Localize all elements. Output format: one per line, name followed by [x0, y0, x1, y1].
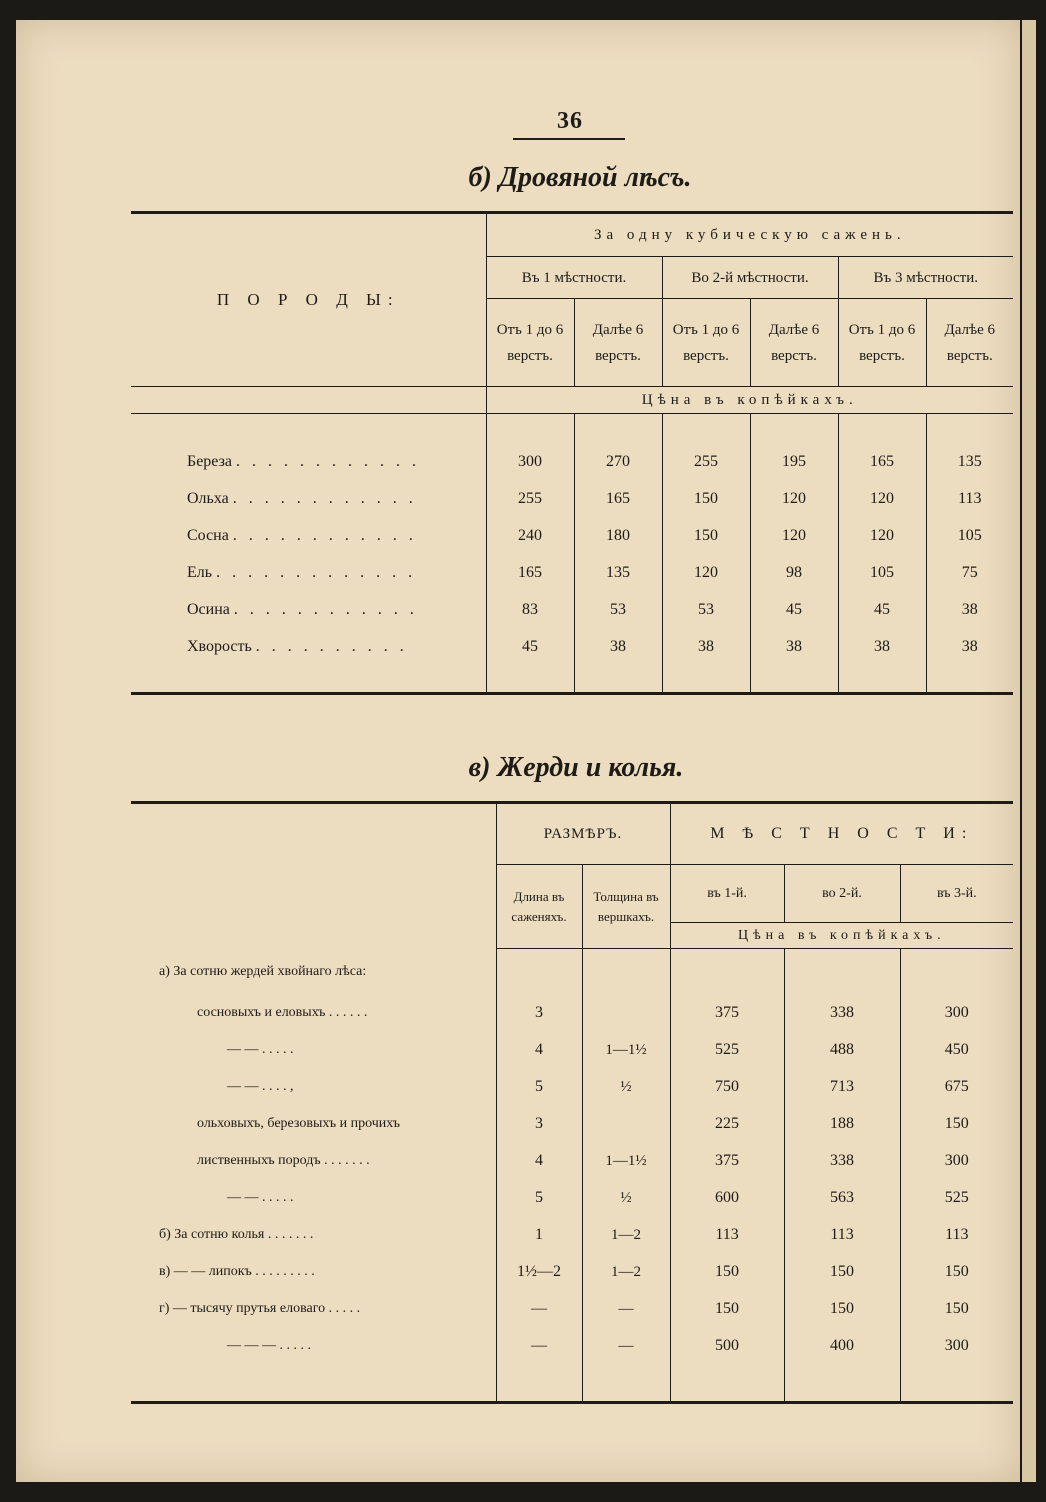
price-cell: 195 — [750, 444, 838, 481]
price-cell: 300 — [900, 995, 1013, 1032]
price-cell: 113 — [784, 1217, 900, 1254]
item-label: сосновыхъ и еловыхъ . . . . . . — [197, 1005, 368, 1020]
species-header: П О Р О Д Ы: — [216, 290, 400, 309]
page-number-rule — [513, 138, 625, 140]
price-cell: 113 — [670, 1217, 784, 1254]
poles-row — [131, 1217, 1013, 1254]
group-a-label: а) За сотню жердей хвойнаго лѣса: — [159, 963, 367, 979]
item-label: в) — — липокъ . . . . . . . . . — [159, 1264, 315, 1279]
sub-near-3: Отъ 1 до 6 верстъ. — [838, 299, 926, 387]
length-cell: 1½—2 — [496, 1254, 582, 1291]
firewood-row — [131, 555, 1013, 592]
length-cell: 4 — [496, 1143, 582, 1180]
thickness-cell: ½ — [582, 1069, 670, 1106]
price-cell: 255 — [662, 444, 750, 481]
price-cell: 38 — [926, 629, 1013, 666]
price-cell: 300 — [900, 1328, 1013, 1365]
price-cell: 150 — [670, 1291, 784, 1328]
price-cell: 120 — [838, 518, 926, 555]
price-cell: 500 — [670, 1328, 784, 1365]
price-cell: 53 — [574, 592, 662, 629]
locality-1-header: Въ 1 мѣстности. — [486, 257, 662, 299]
price-cell: 165 — [486, 555, 574, 592]
price-cell: 150 — [662, 518, 750, 555]
sub-far-2: Далѣе 6 верстъ. — [750, 299, 838, 387]
leader-dots: . . . . . . . . . . — [255, 638, 408, 655]
per-cubic-sazhen-header: За одну кубическую сажень. — [486, 213, 1013, 257]
section-v-title: в) Жерди и колья. — [468, 752, 684, 783]
price-cell: 113 — [900, 1217, 1013, 1254]
poles-row — [131, 1106, 1013, 1143]
poles-row — [131, 1143, 1013, 1180]
price-cell: 255 — [486, 481, 574, 518]
price-cell: 180 — [574, 518, 662, 555]
price-label-2: Цѣна въ копѣйкахъ. — [670, 923, 1013, 949]
leader-dots: . . . . . . . . . . . . — [232, 527, 417, 544]
leader-dots: . . . . . . . . . . . . . — [216, 564, 417, 581]
price-in-kopecks-label: Цѣна въ копѣйкахъ. — [486, 387, 1013, 414]
price-cell: 105 — [838, 555, 926, 592]
item-label: лиственныхъ породъ . . . . . . . — [197, 1153, 370, 1168]
locality-2-header: Во 2-й мѣстности. — [662, 257, 838, 299]
price-cell: 338 — [784, 995, 900, 1032]
item-label: — — . . . . , — [227, 1079, 294, 1094]
length-header: Длина въ саженяхъ. — [496, 865, 582, 949]
next-page-edge — [1022, 20, 1036, 1482]
thickness-cell: 1—2 — [582, 1254, 670, 1291]
section-b-title: б) Дровяной лѣсъ. — [468, 162, 692, 193]
poles-row — [131, 1069, 1013, 1106]
poles-row — [131, 1254, 1013, 1291]
firewood-row — [131, 518, 1013, 555]
poles-row — [131, 1180, 1013, 1217]
firewood-row — [131, 629, 1013, 666]
price-cell: 225 — [670, 1106, 784, 1143]
price-cell: 150 — [670, 1254, 784, 1291]
price-cell: 300 — [486, 444, 574, 481]
thickness-cell — [582, 1106, 670, 1143]
price-cell: 120 — [750, 518, 838, 555]
price-cell: 135 — [574, 555, 662, 592]
thickness-header: Толщина въ вершкахъ. — [582, 865, 670, 949]
price-cell: 150 — [662, 481, 750, 518]
item-label: б) За сотню колья . . . . . . . — [159, 1227, 314, 1242]
price-cell: 38 — [574, 629, 662, 666]
thickness-cell — [582, 995, 670, 1032]
poles-row — [131, 1328, 1013, 1365]
price-cell: 98 — [750, 555, 838, 592]
price-cell: 150 — [900, 1254, 1013, 1291]
thickness-cell: 1—2 — [582, 1217, 670, 1254]
species-name: Ель — [187, 564, 213, 581]
species-name: Сосна — [187, 527, 229, 544]
price-cell: 120 — [838, 481, 926, 518]
price-cell: 750 — [670, 1069, 784, 1106]
length-cell: — — [496, 1328, 582, 1365]
loc-2-header: во 2-й. — [784, 865, 900, 923]
length-cell: 5 — [496, 1069, 582, 1106]
species-name: Хворость — [187, 638, 252, 655]
price-cell: 38 — [838, 629, 926, 666]
item-label: — — — . . . . . — [227, 1338, 311, 1353]
price-cell: 188 — [784, 1106, 900, 1143]
price-cell: 563 — [784, 1180, 900, 1217]
page-number: 36 — [557, 108, 583, 134]
size-header: РАЗМѢРЪ. — [496, 803, 670, 865]
price-cell: 675 — [900, 1069, 1013, 1106]
poles-row — [131, 1032, 1013, 1069]
loc-3-header: въ 3-й. — [900, 865, 1013, 923]
price-cell: 240 — [486, 518, 574, 555]
price-cell: 83 — [486, 592, 574, 629]
item-label: — — . . . . . — [227, 1190, 294, 1205]
thickness-cell: 1—1½ — [582, 1032, 670, 1069]
locality-3-header: Въ 3 мѣстности. — [838, 257, 1013, 299]
price-cell: 600 — [670, 1180, 784, 1217]
length-cell: — — [496, 1291, 582, 1328]
price-cell: 300 — [900, 1143, 1013, 1180]
leader-dots: . . . . . . . . . . . . — [236, 453, 421, 470]
price-cell: 450 — [900, 1032, 1013, 1069]
price-cell: 338 — [784, 1143, 900, 1180]
price-cell: 400 — [784, 1328, 900, 1365]
price-cell: 150 — [900, 1291, 1013, 1328]
price-cell: 525 — [900, 1180, 1013, 1217]
price-cell: 53 — [662, 592, 750, 629]
loc-1-header: въ 1-й. — [670, 865, 784, 923]
price-cell: 38 — [662, 629, 750, 666]
localities-header: М Ѣ С Т Н О С Т И: — [670, 803, 1013, 865]
price-cell: 105 — [926, 518, 1013, 555]
item-label: — — . . . . . — [227, 1042, 294, 1057]
price-cell: 375 — [670, 1143, 784, 1180]
item-label: г) — тысячу прутья еловаго . . . . . — [159, 1301, 361, 1316]
leader-dots: . . . . . . . . . . . . — [233, 601, 418, 618]
price-cell: 45 — [750, 592, 838, 629]
sub-near-1: Отъ 1 до 6 верстъ. — [486, 299, 574, 387]
thickness-cell: — — [582, 1291, 670, 1328]
firewood-row — [131, 444, 1013, 481]
price-cell: 525 — [670, 1032, 784, 1069]
length-cell: 3 — [496, 1106, 582, 1143]
poles-price-table — [131, 801, 1013, 1404]
price-cell: 75 — [926, 555, 1013, 592]
thickness-cell: ½ — [582, 1180, 670, 1217]
price-cell: 713 — [784, 1069, 900, 1106]
item-label: ольховыхъ, березовыхъ и прочихъ — [197, 1116, 400, 1131]
price-cell: 38 — [926, 592, 1013, 629]
length-cell: 5 — [496, 1180, 582, 1217]
price-cell: 45 — [486, 629, 574, 666]
price-cell: 45 — [838, 592, 926, 629]
price-cell: 38 — [750, 629, 838, 666]
firewood-price-table — [131, 211, 1013, 695]
price-cell: 150 — [900, 1106, 1013, 1143]
poles-row — [131, 995, 1013, 1032]
price-cell: 270 — [574, 444, 662, 481]
price-cell: 165 — [574, 481, 662, 518]
length-cell: 3 — [496, 995, 582, 1032]
price-cell: 120 — [662, 555, 750, 592]
price-cell: 120 — [750, 481, 838, 518]
firewood-row — [131, 592, 1013, 629]
price-cell: 113 — [926, 481, 1013, 518]
price-cell: 150 — [784, 1291, 900, 1328]
sub-far-3: Далѣе 6 верстъ. — [926, 299, 1013, 387]
firewood-row — [131, 481, 1013, 518]
species-name: Береза — [187, 453, 233, 470]
thickness-cell: 1—1½ — [582, 1143, 670, 1180]
price-cell: 488 — [784, 1032, 900, 1069]
price-cell: 150 — [784, 1254, 900, 1291]
species-name: Осина — [187, 601, 230, 618]
species-name: Ольха — [187, 490, 229, 507]
sub-near-2: Отъ 1 до 6 верстъ. — [662, 299, 750, 387]
leader-dots: . . . . . . . . . . . . — [232, 490, 417, 507]
sub-far-1: Далѣе 6 верстъ. — [574, 299, 662, 387]
price-cell: 135 — [926, 444, 1013, 481]
poles-row — [131, 1291, 1013, 1328]
price-cell: 375 — [670, 995, 784, 1032]
thickness-cell: — — [582, 1328, 670, 1365]
length-cell: 4 — [496, 1032, 582, 1069]
length-cell: 1 — [496, 1217, 582, 1254]
price-cell: 165 — [838, 444, 926, 481]
